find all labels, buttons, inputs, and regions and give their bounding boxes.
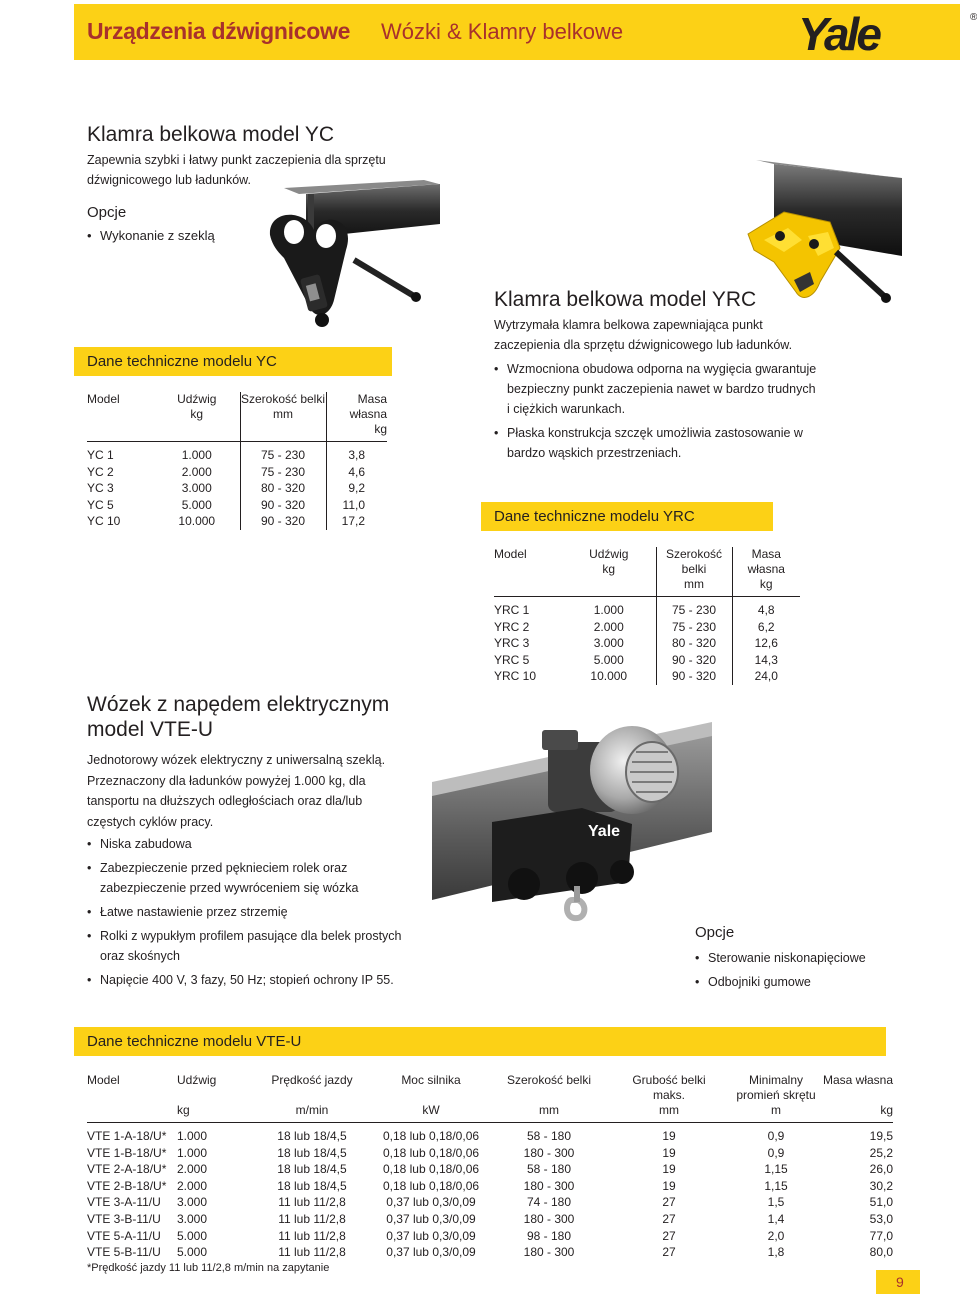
table-header-cell: Udźwig kg: [177, 1073, 253, 1123]
yrc-feature-list: [494, 359, 816, 463]
table-cell: 27: [662, 1228, 676, 1243]
table-cell: VTE 3-A-11/U: [87, 1195, 161, 1210]
table-cell: 180 - 300: [523, 1211, 575, 1226]
table-row: YC 2 2.000 75 - 230 4,6: [87, 464, 387, 481]
table-cell: 27: [662, 1245, 676, 1260]
vte-table-body: [87, 1123, 893, 1261]
yrc-table-title-bar: [481, 502, 773, 531]
table-row: YRC 2 2.000 75 - 230 6,2: [494, 619, 800, 636]
vte-heading: Wózek z napędem elektrycznym model VTE-U: [87, 693, 390, 741]
yellow-beam-clamp-photo: [744, 152, 904, 322]
table-cell: 53,0: [869, 1211, 893, 1226]
table-header-cell: Szerokość belki mm: [491, 1073, 607, 1123]
table-cell: VTE 5-B-11/U: [87, 1245, 161, 1260]
table-row: YC 5 5.000 90 - 320 11,0: [87, 497, 387, 514]
yrc-description: Wytrzymała klamra belkowa zapewniająca punkt zaczepienia dla sprzętu dźwignicowego lub ładunków.: [494, 318, 793, 352]
table-cell: 5.000: [177, 1228, 208, 1243]
yale-logo: [798, 8, 932, 60]
table-header-cell: Szerokość belki mm: [240, 392, 326, 442]
table-row: [87, 1194, 893, 1211]
table-cell: 2,0: [767, 1228, 785, 1243]
table-header-cell: Model: [494, 547, 562, 597]
table-cell: 180 - 300: [523, 1245, 575, 1260]
table-cell: 0,18 lub 0,18/0,06: [382, 1178, 480, 1193]
table-header-cell: Model: [87, 392, 154, 442]
table-cell: VTE 2-A-18/U*: [87, 1162, 167, 1177]
trolley-brand-text: Yale: [588, 823, 621, 840]
electric-trolley-photo: [432, 712, 712, 942]
table-header-cell: Minimalny promień skrętu m: [731, 1073, 821, 1123]
table-cell: VTE 1-B-18/U*: [87, 1145, 167, 1160]
table-row: [87, 1244, 893, 1261]
yrc-table-title: Dane techniczne modelu YRC: [494, 508, 695, 525]
table-header-cell: Szerokość belki mm: [656, 547, 732, 597]
list-item: • Napięcie 400 V, 3 fazy, 50 Hz; stopień ochrony IP 55.: [87, 970, 402, 990]
table-cell: 0,9: [767, 1145, 785, 1160]
list-item: • Odbojniki gumowe: [695, 972, 866, 992]
table-row: [87, 1123, 893, 1145]
table-row: YRC 1 1.000 75 - 230 4,8: [494, 597, 800, 619]
table-cell: 0,18 lub 0,18/0,06: [382, 1129, 480, 1143]
yc-options-list: [87, 226, 215, 246]
table-cell: 25,2: [869, 1145, 893, 1160]
list-item: • Łatwe nastawienie przez strzemię: [87, 902, 402, 922]
vte-options-list: [695, 948, 866, 992]
table-cell: 19: [662, 1129, 676, 1143]
table-row: YC 3 3.000 80 - 320 9,2: [87, 480, 387, 497]
table-cell: 58 - 180: [526, 1129, 572, 1143]
table-cell: 5.000: [177, 1245, 208, 1260]
table-cell: 1,15: [764, 1178, 788, 1193]
yc-description: Zapewnia szybki i łatwy punkt zaczepienia dla sprzętu dźwignicowego lub ładunków.: [87, 153, 386, 187]
header-title: Urządzenia dźwignicowe: [87, 18, 351, 44]
table-row: YC 10 10.000 90 - 320 17,2: [87, 513, 387, 530]
table-cell: 0,37 lub 0,3/0,09: [386, 1228, 476, 1243]
table-cell: VTE 5-A-11/U: [87, 1228, 161, 1243]
yc-spec-table: [87, 392, 387, 530]
table-cell: 58 - 180: [526, 1162, 572, 1177]
table-cell: 26,0: [869, 1162, 893, 1177]
table-row: [87, 1178, 893, 1195]
vte-description: Jednotorowy wózek elektryczny z uniwersalną szeklą. Przeznaczony dla ładunków powyżej 1.000 kg, dla tansportu na dłuższych odległościach oraz dla/lub częstych cyklów pracy.: [87, 753, 386, 829]
vte-feature-list: [87, 834, 402, 990]
table-cell: 1,5: [767, 1195, 785, 1210]
table-cell: 11 lub 11/2,8: [278, 1228, 346, 1243]
table-cell: VTE 3-B-11/U: [87, 1211, 161, 1226]
table-header-cell: Udźwig kg: [562, 547, 656, 597]
table-cell: 11 lub 11/2,8: [278, 1211, 346, 1226]
table-cell: 18 lub 18/4,5: [277, 1145, 347, 1160]
table-header-cell: Masa własna kg: [326, 392, 387, 442]
yrc-heading: Klamra belkowa model YRC: [494, 288, 757, 311]
page-header: [74, 4, 977, 60]
list-item: • Rolki z wypukłym profilem pasujące dla belek prostych oraz skośnych: [87, 926, 402, 966]
registered-mark: ®: [970, 12, 977, 23]
table-cell: 11 lub 11/2,8: [278, 1195, 346, 1210]
table-cell: 0,37 lub 0,3/0,09: [386, 1211, 476, 1226]
table-header-cell: Moc silnika kW: [371, 1073, 491, 1123]
table-row: YRC 10 10.000 90 - 320 24,0: [494, 668, 800, 685]
table-cell: 0,18 lub 0,18/0,06: [382, 1162, 480, 1177]
table-cell: 2.000: [177, 1178, 208, 1193]
table-header-cell: Model: [87, 1073, 177, 1123]
table-row: YRC 5 5.000 90 - 320 14,3: [494, 652, 800, 669]
header-subtitle: Wózki & Klamry belkowe: [381, 19, 624, 44]
table-cell: 18 lub 18/4,5: [277, 1162, 347, 1177]
table-cell: 18 lub 18/4,5: [277, 1129, 347, 1143]
table-cell: 18 lub 18/4,5: [277, 1178, 347, 1193]
table-row: YRC 3 3.000 80 - 320 12,6: [494, 635, 800, 652]
table-cell: 180 - 300: [523, 1178, 575, 1193]
table-cell: 19,5: [869, 1129, 893, 1143]
table-cell: 27: [662, 1211, 676, 1226]
table-cell: 1,4: [767, 1211, 785, 1226]
list-item: • Wykonanie z szeklą: [87, 226, 215, 246]
table-cell: 80,0: [869, 1245, 893, 1260]
table-cell: 27: [662, 1195, 676, 1210]
table-cell: 74 - 180: [526, 1195, 572, 1210]
beam-clamp-photo: [264, 180, 444, 340]
list-item: • Wzmocniona obudowa odporna na wygięcia gwarantuje bezpieczny punkt zaczepienia nawet w bardzo trudnych i ciężkich warunkach.: [494, 359, 816, 419]
page-number-tab: [876, 1270, 920, 1294]
table-row: [87, 1228, 893, 1245]
vte-footnote: *Prędkość jazdy 11 lub 11/2,8 m/min na zapytanie: [87, 1262, 330, 1274]
vte-table-title: Dane techniczne modelu VTE-U: [87, 1033, 302, 1050]
table-cell: 1,8: [767, 1245, 785, 1260]
vte-options-heading: Opcje: [695, 924, 735, 941]
vte-table-title-bar: [74, 1027, 886, 1056]
table-header-cell: Masa własna kg: [821, 1073, 893, 1123]
table-cell: 11 lub 11/2,8: [278, 1245, 346, 1260]
table-cell: VTE 2-B-18/U*: [87, 1178, 167, 1193]
table-cell: 51,0: [869, 1195, 893, 1210]
table-cell: 180 - 300: [523, 1145, 575, 1160]
table-header-cell: Prędkość jazdy m/min: [253, 1073, 371, 1123]
table-cell: 1,15: [764, 1162, 788, 1177]
table-cell: 0,18 lub 0,18/0,06: [382, 1145, 480, 1160]
table-cell: 0,9: [767, 1129, 785, 1143]
vte-spec-table: [87, 1073, 893, 1261]
yc-table-title-bar: [74, 347, 392, 376]
yale-logo-text: Yale: [798, 8, 879, 60]
table-header-cell: Masa własna kg: [732, 547, 800, 597]
table-cell: 1.000: [177, 1129, 208, 1143]
table-cell: 3.000: [177, 1211, 208, 1226]
table-header-cell: Grubość belki maks. mm: [607, 1073, 731, 1123]
list-item: • Sterowanie niskonapięciowe: [695, 948, 866, 968]
yc-options-heading: Opcje: [87, 204, 127, 221]
yc-heading: Klamra belkowa model YC: [87, 123, 335, 146]
list-item: • Płaska konstrukcja szczęk umożliwia zastosowanie w bardzo wąskich przestrzeniach.: [494, 423, 816, 463]
list-item: • Niska zabudowa: [87, 834, 402, 854]
table-cell: VTE 1-A-18/U*: [87, 1129, 167, 1143]
list-item: • Zabezpieczenie przed pęknieciem rolek oraz zabezpieczenie przed wywróceniem się wózka: [87, 858, 402, 898]
table-row: YC 1 1.000 75 - 230 3,8: [87, 442, 387, 464]
table-cell: 1.000: [177, 1145, 208, 1160]
table-cell: 77,0: [869, 1228, 893, 1243]
table-cell: 98 - 180: [526, 1228, 572, 1243]
page-number: 9: [896, 1274, 904, 1290]
table-cell: 19: [662, 1162, 676, 1177]
yc-table-title: Dane techniczne modelu YC: [87, 353, 277, 370]
table-cell: 0,37 lub 0,3/0,09: [386, 1195, 476, 1210]
table-row: [87, 1161, 893, 1178]
table-cell: 0,37 lub 0,3/0,09: [386, 1245, 476, 1260]
yrc-spec-table: [494, 547, 800, 685]
table-cell: 19: [662, 1145, 676, 1160]
table-cell: 3.000: [177, 1195, 208, 1210]
table-header-cell: Udźwig kg: [154, 392, 240, 442]
table-cell: 2.000: [177, 1162, 208, 1177]
table-cell: 19: [662, 1178, 676, 1193]
table-row: [87, 1211, 893, 1228]
table-row: [87, 1145, 893, 1162]
table-cell: 30,2: [869, 1178, 893, 1193]
